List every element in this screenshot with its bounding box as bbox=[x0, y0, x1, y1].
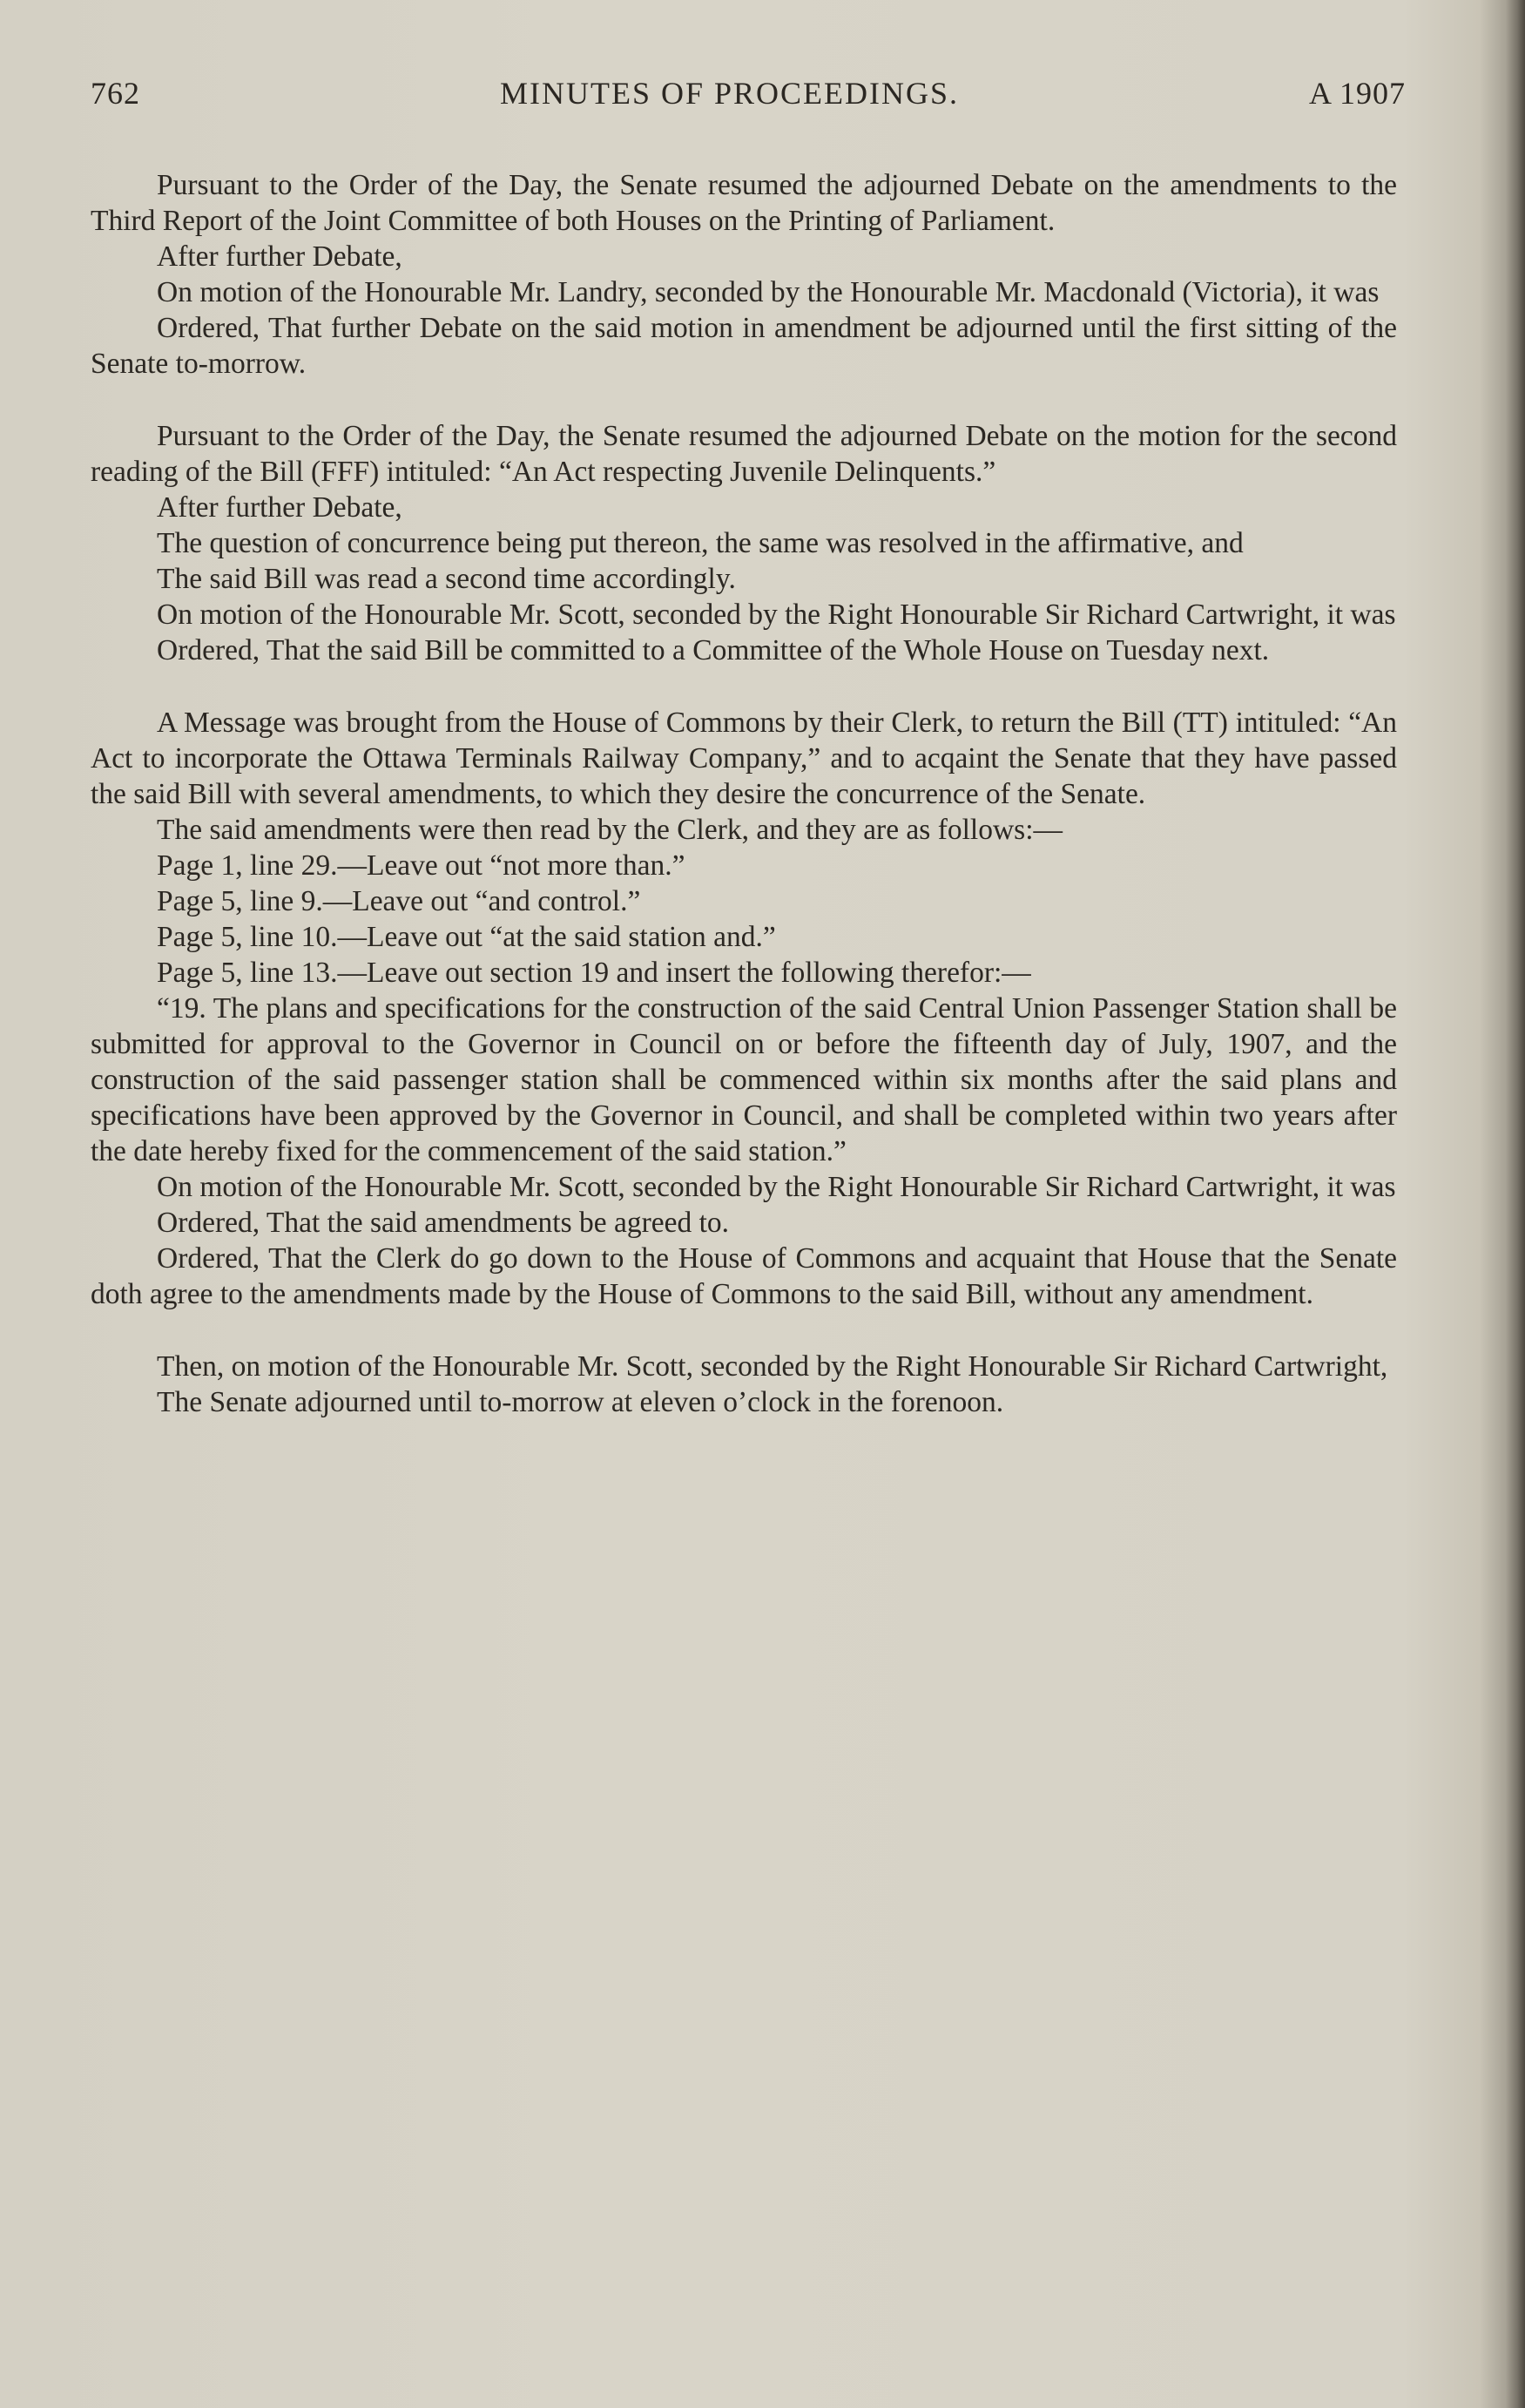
running-title: MINUTES OF PROCEEDINGS. bbox=[500, 76, 960, 111]
paragraph: Ordered, That the said Bill be committed to a Committee of the Whole House on Tuesday next. bbox=[157, 634, 1270, 666]
section-19-text: “19. The plans and specifications for the construction of the said Central Union Passenger Station shall be submitted for approval to the Governor in Council on or before the fifteenth day of July, 1907, and the construction of the said passenger station shall be commenced within six months after the said plans and specifications have been approved by the Governor in Council, and shall be completed within two years after the date hereby fixed for the commencement of the said station.” bbox=[91, 992, 1397, 1167]
paragraph: After further Debate, bbox=[157, 491, 402, 524]
session-year: A 1907 bbox=[1308, 76, 1406, 111]
paragraph: After further Debate, bbox=[157, 240, 402, 273]
paragraph: The Senate adjourned until to-morrow at eleven o’clock in the forenoon. bbox=[157, 1386, 1004, 1418]
paragraph: A Message was brought from the House of Commons by their Clerk, to return the Bill (TT) intituled: “An Act to incorporate the Ottawa Terminals Railway Company,” and to acqaint the Senate that they have passed the said Bill with several amendments, to which they desire the concurrence of the Senate. bbox=[91, 707, 1397, 810]
amendment-item: Page 5, line 13.—Leave out section 19 and insert the following therefor:— bbox=[157, 957, 1031, 989]
minutes-body bbox=[91, 167, 1397, 1457]
running-header bbox=[91, 75, 1406, 127]
paragraph: Pursuant to the Order of the Day, the Senate resumed the adjourned Debate on the motion for the second reading of the Bill (FFF) intituled: “An Act respecting Juvenile Delinquents.” bbox=[91, 420, 1397, 488]
page-number: 762 bbox=[91, 76, 140, 111]
paragraph: The said Bill was read a second time accordingly. bbox=[157, 563, 736, 595]
amendment-item: Page 1, line 29.—Leave out “not more than.” bbox=[157, 849, 685, 882]
paragraph: Ordered, That the said amendments be agreed to. bbox=[157, 1207, 730, 1239]
paragraph: On motion of the Honourable Mr. Scott, seconded by the Right Honourable Sir Richard Cartwright, it was bbox=[157, 599, 1396, 631]
paragraph: The said amendments were then read by the Clerk, and they are as follows:— bbox=[157, 814, 1063, 846]
amendment-item: Page 5, line 10.—Leave out “at the said station and.” bbox=[157, 921, 776, 953]
section-ottawa-terminals-message bbox=[91, 705, 1397, 1312]
paragraph: Pursuant to the Order of the Day, the Senate resumed the adjourned Debate on the amendments to the Third Report of the Joint Committee of both Houses on the Printing of Parliament. bbox=[91, 169, 1397, 237]
paragraph: On motion of the Honourable Mr. Scott, seconded by the Right Honourable Sir Richard Cartwright, it was bbox=[157, 1171, 1396, 1203]
section-adjournment bbox=[91, 1349, 1397, 1420]
paragraph: Ordered, That the Clerk do go down to the House of Commons and acquaint that House that the Senate doth agree to the amendments made by the House of Commons to the said Bill, without any amendment. bbox=[91, 1242, 1397, 1310]
paragraph: Then, on motion of the Honourable Mr. Scott, seconded by the Right Honourable Sir Richard Cartwright, bbox=[157, 1350, 1388, 1383]
page-edge-shadow bbox=[1506, 0, 1525, 2408]
paragraph: On motion of the Honourable Mr. Landry, seconded by the Honourable Mr. Macdonald (Victoria), it was bbox=[157, 276, 1380, 308]
section-third-report-debate bbox=[91, 167, 1397, 382]
section-juvenile-delinquents-bill bbox=[91, 418, 1397, 668]
paragraph: Ordered, That further Debate on the said motion in amendment be adjourned until the first sitting of the Senate to-morrow. bbox=[91, 312, 1397, 380]
paragraph: The question of concurrence being put thereon, the same was resolved in the affirmative, and bbox=[157, 527, 1244, 559]
amendment-item: Page 5, line 9.—Leave out “and control.” bbox=[157, 885, 641, 917]
